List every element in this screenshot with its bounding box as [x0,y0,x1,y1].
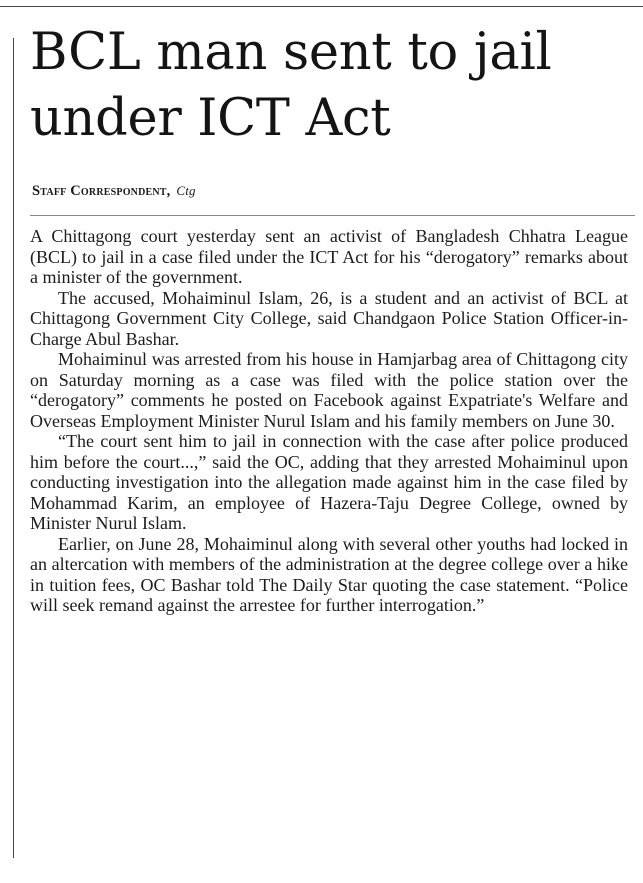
headline: BCL man sent to jail under ICT Act [30,23,552,148]
byline-rule [30,215,635,216]
paragraph: “The court sent him to jail in connection with the case after police produced him before the court...,” said the OC, adding that they arrested Mohaiminul upon conducting investigation into the allegation made against him in the case filed by Mohammad Karim, an employee of Hazera-Taju Degree College, owned by Minister Nurul Islam. [30,431,628,533]
paragraph: A Chittagong court yesterday sent an activist of Bangladesh Chhatra League (BCL) to jail in a case filed under the ICT Act for his “derogatory” remarks about a minister of the government. [30,226,628,287]
byline-location: Ctg [176,183,196,198]
byline-author: Staff Correspondent, [32,183,171,199]
paragraph: Mohaiminul was arrested from his house in Hamjarbag area of Chittagong city on Saturday morning as a case was filed with the police station over the “derogatory” comments he posted on Facebook against Expatriate's Welfare and Overseas Employment Minister Nurul Islam and his family members on June 30. [30,349,628,431]
paragraph: Earlier, on June 28, Mohaiminul along with several other youths had locked in an altercation with members of the administration at the degree college over a hike in tuition fees, OC Bashar told The Daily Star quoting the case statement. “Police will seek remand against the arrestee for further interrogation.” [30,533,628,615]
top-rule [0,6,643,7]
column-rule [13,38,14,858]
article-body [30,226,628,616]
byline [32,183,196,200]
paragraph: The accused, Mohaiminul Islam, 26, is a student and an activist of BCL at Chittagong Government City College, said Chandgaon Police Station Officer-in-Charge Abul Bashar. [30,287,628,349]
